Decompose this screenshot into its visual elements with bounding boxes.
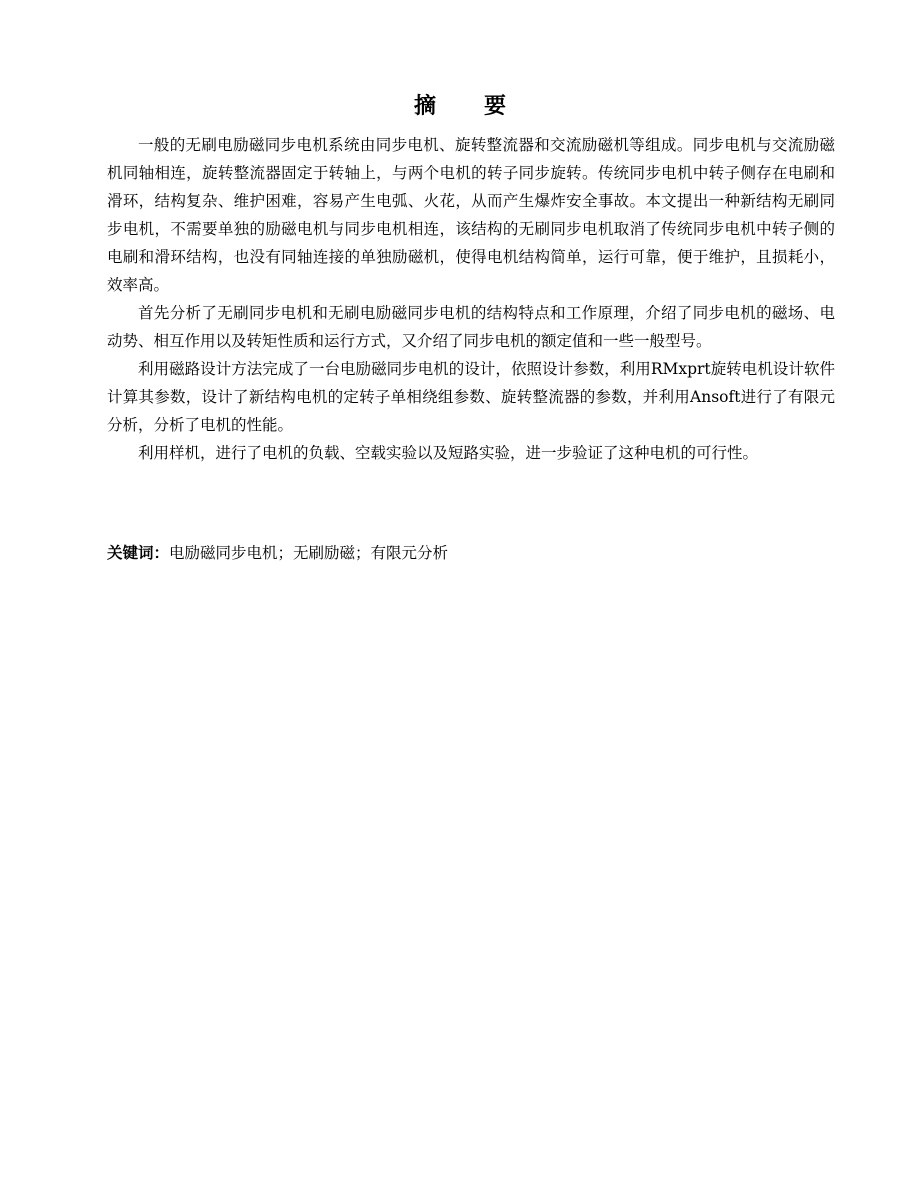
keywords-line: [107, 539, 835, 567]
keywords-text: 电励磁同步电机；无刷励磁；有限元分析: [169, 544, 449, 562]
abstract-body: [107, 131, 835, 467]
abstract-title-part2: 要: [484, 94, 507, 119]
abstract-title-part1: 摘: [413, 94, 436, 119]
abstract-paragraph-2: 首先分析了无刷同步电机和无刷电励磁同步电机的结构特点和工作原理，介绍了同步电机的磁场、电动势、相互作用以及转矩性质和运行方式，又介绍了同步电机的额定值和一些一般型号。: [107, 304, 835, 350]
keywords-label: 关键词：: [107, 544, 170, 562]
abstract-title: [0, 92, 920, 122]
abstract-paragraph-1: 一般的无刷电励磁同步电机系统由同步电机、旋转整流器和交流励磁机等组成。同步电机与交流励磁机同轴相连，旋转整流器固定于转轴上，与两个电机的转子同步旋转。传统同步电机中转子侧存在电刷和滑环，结构复杂、维护困难，容易产生电弧、火花，从而产生爆炸安全事故。本文提出一种新结构无刷同步电机，不需要单独的励磁电机与同步电机相连，该结构的无刷同步电机取消了传统同步电机中转子侧的电刷和滑环结构，也没有同轴连接的单独励磁机，使得电机结构简单，运行可靠，便于维护，且损耗小，效率高。: [107, 136, 835, 294]
abstract-paragraph-4: 利用样机，进行了电机的负载、空载实验以及短路实验，进一步验证了这种电机的可行性。: [138, 444, 759, 462]
abstract-paragraph-3: 利用磁路设计方法完成了一台电励磁同步电机的设计，依照设计参数，利用RMxprt旋转电机设计软件计算其参数，设计了新结构电机的定转子单相绕组参数、旋转整流器的参数，并利用Ansoft进行了有限元分析，分析了电机的性能。: [107, 360, 835, 434]
